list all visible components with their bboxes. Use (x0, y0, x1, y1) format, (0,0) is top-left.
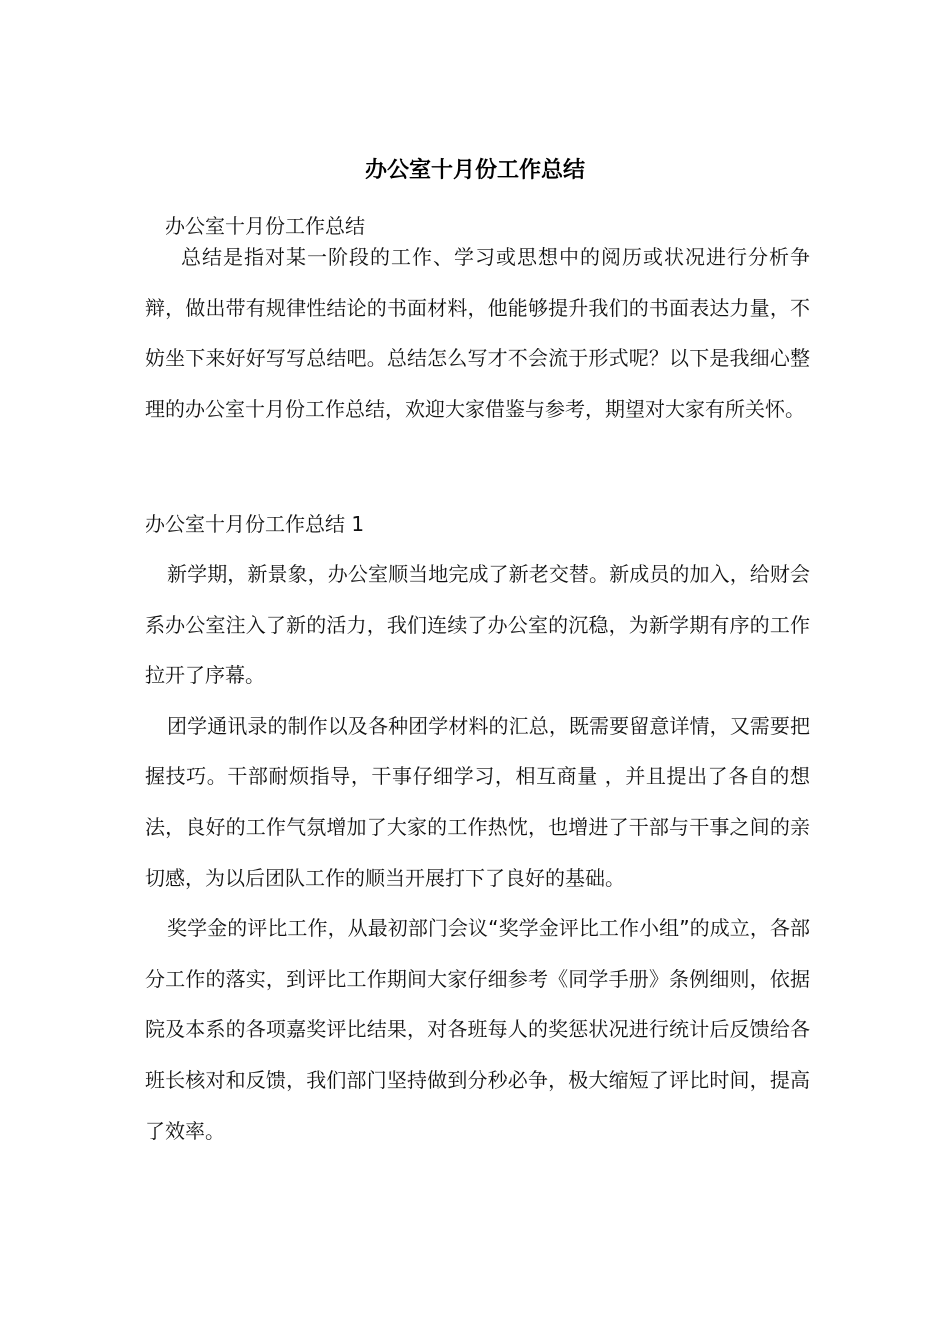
intro-block (145, 232, 810, 434)
paragraph-2: 团学通讯录的制作以及各种团学材料的汇总，既需要留意详情，又需要把握技巧。干部耐烦指导，干事仔细学习，相互商量 ，并且提出了各自的想法，良好的工作气氛增加了大家的工作热忱，也增进了干部与干事之间的亲切感，为以后团队工作的顺当开展打下了良好的基础。 (145, 713, 810, 890)
paragraph-1: 新学期，新景象，办公室顺当地完成了新老交替。新成员的加入，给财会系办公室注入了新的活力，我们连续了办公室的沉稳，为新学期有序的工作拉开了序幕。 (145, 562, 810, 688)
section-heading: 办公室十月份工作总结 1 (145, 512, 365, 536)
document-title: 办公室十月份工作总结 (364, 157, 585, 183)
intro-paragraph: 总结是指对某一阶段的工作、学习或思想中的阅历或状况进行分析争辩，做出带有规律性结论的书面材料，他能够提升我们的书面表达力量，不妨坐下来好好写写总结吧。总结怎么写才不会流于形式呢？以下是我细心整理的办公室十月份工作总结，欢迎大家借鉴与参考，期望对大家有所关怀。 (145, 245, 810, 421)
paragraph-3: 奖学金的评比工作，从最初部门会议“奖学金评比工作小组”的成立，各部分工作的落实，到评比工作期间大家仔细参考《同学手册》条例细则，依据院及本系的各项嘉奖评比结果，对各班每人的奖惩状况进行统计后反馈给各班长核对和反馈，我们部门坚持做到分秒必争，极大缩短了评比时间，提高了效率。 (145, 916, 810, 1143)
document-subtitle: 办公室十月份工作总结 (165, 214, 365, 238)
section-body (145, 549, 810, 1156)
